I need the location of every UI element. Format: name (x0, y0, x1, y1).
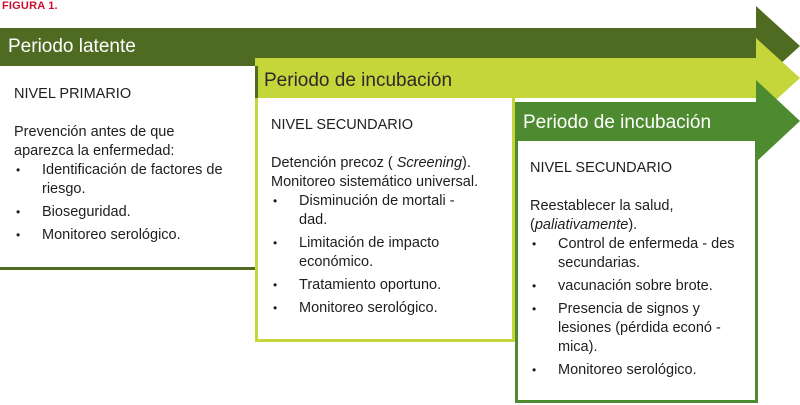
stage-2-intro-a: Detención precoz ( (271, 155, 393, 171)
list-item: • Control de enfermeda - des secundarias. (530, 235, 749, 273)
list-item: • Presencia de signos y lesiones (pérdida econó - mica). (530, 300, 749, 357)
stage-2-title: Periodo de incubación (264, 70, 453, 91)
stage-2-intro-line-2: Monitoreo sistemático universal. (271, 174, 479, 190)
stage-3-intro-em: paliativamente (534, 217, 629, 233)
list-item: • Monitoreo serológico. (271, 299, 504, 318)
stage-1-intro-line-2: aparezca la enfermedad: (14, 143, 175, 159)
stage-1-list (14, 161, 245, 245)
list-item: • Tratamiento oportuno. (271, 276, 504, 295)
stage-2-list (271, 192, 504, 318)
stage-1-title: Periodo latente (8, 36, 136, 57)
stage-2-level: NIVEL SECUNDARIO (271, 117, 414, 133)
list-item: • Bioseguridad. (14, 203, 245, 222)
stage-3-list (530, 235, 749, 380)
stage-3-intro-prefix: ( (530, 217, 535, 233)
stage-1-intro-line-1: Prevención antes de que (14, 124, 175, 140)
stage-1-box (0, 66, 258, 270)
list-item: • vacunación sobre brote. (530, 277, 749, 296)
list-item: • Disminución de mortali - dad. (271, 192, 504, 230)
stage-3-title: Periodo de incubación (523, 112, 712, 133)
list-item: • Monitoreo serológico. (530, 361, 749, 380)
stage-3-level: NIVEL SECUNDARIO (530, 160, 673, 176)
stage-1-level: NIVEL PRIMARIO (14, 86, 132, 102)
stage-2-intro-line-1 (271, 154, 504, 173)
stage-2-intro-em: Screening (396, 155, 463, 171)
stage-3-box (515, 141, 758, 403)
stage-3-intro-line-2 (530, 216, 749, 235)
stage-2-box (255, 98, 515, 342)
list-item: • Limitación de impacto económico. (271, 234, 504, 272)
stage-3-intro-line-1: Reestablecer la salud, (530, 198, 674, 214)
stage-3-intro-b: ). (628, 217, 638, 233)
list-item: • Identificación de factores de riesgo. (14, 161, 245, 199)
stage-2-intro-b: ). (462, 155, 471, 171)
list-item: • Monitoreo serológico. (14, 226, 245, 245)
figure-label: FIGURA 1. (2, 0, 58, 12)
